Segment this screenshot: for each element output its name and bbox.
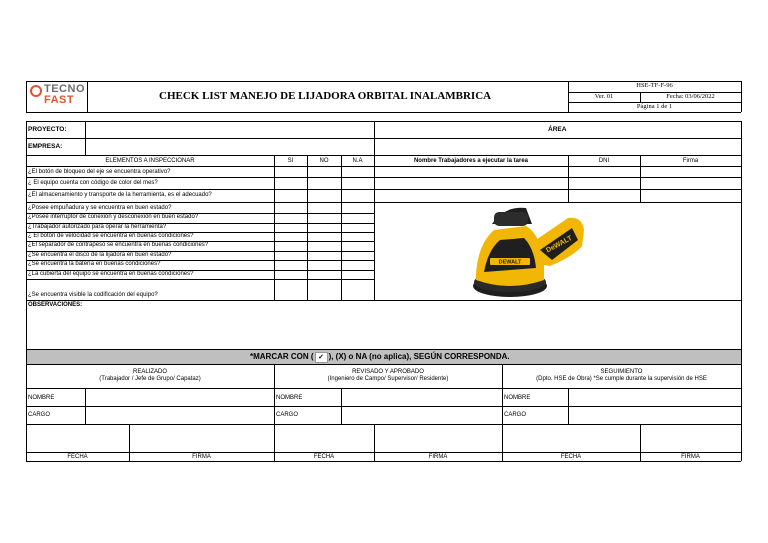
inspection-item: ¿Se encuentra visible la codificación del equipo? <box>28 292 158 298</box>
inspection-item: ¿Trabajador autorizado para operar la herramienta? <box>28 224 167 230</box>
observaciones-label: OBSERVACIONES: <box>28 302 83 308</box>
document-date: Fecha: 03/06/2022 <box>666 93 715 100</box>
si-cell[interactable] <box>275 167 307 177</box>
header-firma: Firma <box>682 158 699 164</box>
cargo-label: CARGO <box>28 412 51 418</box>
header-elements: ELEMENTOS A INSPECCIONAR <box>105 158 195 164</box>
nombre-label: NOMBRE <box>28 395 55 401</box>
proyecto-label: PROYECTO: <box>28 126 67 133</box>
sander-side-text: DeWALT <box>545 234 574 255</box>
sig-revisado-subtitle: (Ingeniero de Campo/ Supervisor/ Residente) <box>327 376 449 382</box>
no-cell[interactable] <box>308 167 341 177</box>
document-code: HSE-TF-F-96 <box>636 82 673 89</box>
sig-realizado-subtitle: (Trabajador / Jefe de Grupo/ Capataz) <box>99 376 201 382</box>
revisado-firma-box[interactable] <box>375 425 502 452</box>
header-no: NO <box>319 158 329 164</box>
firma-label: FIRMA <box>428 454 448 460</box>
seguimiento-nombre-field[interactable] <box>569 389 741 406</box>
fecha-label: FECHA <box>560 454 582 460</box>
fecha-label: FECHA <box>67 454 88 460</box>
sander-brand-text: DEWALT <box>498 259 522 266</box>
sig-revisado-title: REVISADO Y APROBADO <box>352 369 424 375</box>
sig-realizado-title: REALIZADO <box>132 369 167 375</box>
inspection-item: ¿ El equipo cuenta con código de color del mes? <box>28 180 158 186</box>
nombre-label: NOMBRE <box>504 395 531 401</box>
inspection-item: ¿Se encuentra la batería en buenas condiciones? <box>28 261 161 267</box>
nombre-label: NOMBRE <box>276 395 303 401</box>
inspection-item: ¿El separador de contrapeso se encuentra en buenas condiciones? <box>28 242 209 248</box>
logo-text-fast: FAST <box>44 94 75 106</box>
inspection-item: ¿ El botón de velocidad se encuentra en buenas condiciones? <box>28 233 194 239</box>
na-cell[interactable] <box>342 167 374 177</box>
instruction-text <box>250 352 510 363</box>
sig-seguimiento-title: SEGUIMIENTO <box>600 369 643 375</box>
header-worker-name: Nombre Trabajadores a ejecutar la tarea <box>413 158 529 164</box>
check-mark-icon: ✓ <box>315 352 328 363</box>
header-dni: DNI <box>598 158 610 164</box>
realizado-firma-box[interactable] <box>130 425 274 452</box>
orbital-sander-image <box>470 200 586 302</box>
sig-seguimiento-subtitle: (Dpto. HSE de Obra) *Se cumple durante la supervisión de HSE <box>536 376 707 382</box>
logo-circle-icon <box>30 85 42 97</box>
instruction-after: ), (X) o NA (no aplica), SEGÚN CORRESPONDA. <box>328 352 510 361</box>
logo-text-tecno: TECNO <box>44 83 85 95</box>
inspection-item: ¿El almacenamiento y transporte de la herramienta, es el adecuado? <box>28 192 212 198</box>
inspection-item: ¿Se encuentra el disco de la lijadora en buen estado? <box>28 252 172 258</box>
realizado-nombre-field[interactable] <box>86 389 274 406</box>
inspection-item: ¿Posee interruptor de conexión y desconexión en buen estado? <box>28 214 199 220</box>
cargo-label: CARGO <box>504 412 527 418</box>
document-title: CHECK LIST MANEJO DE LIJADORA ORBITAL INALAMBRICA <box>159 90 492 102</box>
firma-label: FIRMA <box>681 454 700 460</box>
cargo-label: CARGO <box>276 412 299 418</box>
instruction-before: *MARCAR CON ( <box>250 352 314 361</box>
observaciones-field[interactable] <box>27 310 741 349</box>
inspection-item: ¿Posee empuñadura y se encuentra en buen estado? <box>28 205 172 211</box>
seguimiento-firma-box[interactable] <box>641 425 741 452</box>
inspection-item: ¿La cubierta del equipo se encuentra en buenas condiciones? <box>28 271 194 277</box>
inspection-item: ¿El botón de bloqueo del eje se encuentra operativo? <box>28 169 171 175</box>
empresa-label: EMPRESA: <box>28 143 63 150</box>
area-label: ÁREA <box>548 126 567 133</box>
empresa-field[interactable] <box>86 139 374 155</box>
document-version: Ver. 01 <box>594 93 614 100</box>
header-si: SI <box>287 158 294 164</box>
proyecto-field[interactable] <box>86 122 374 138</box>
area-field[interactable] <box>375 139 741 155</box>
revisado-nombre-field[interactable] <box>342 389 502 406</box>
header-na: N.A <box>352 158 363 164</box>
fecha-label: FECHA <box>313 454 335 460</box>
firma-label: FIRMA <box>192 454 211 460</box>
document-page: Página 1 de 1 <box>636 103 673 110</box>
